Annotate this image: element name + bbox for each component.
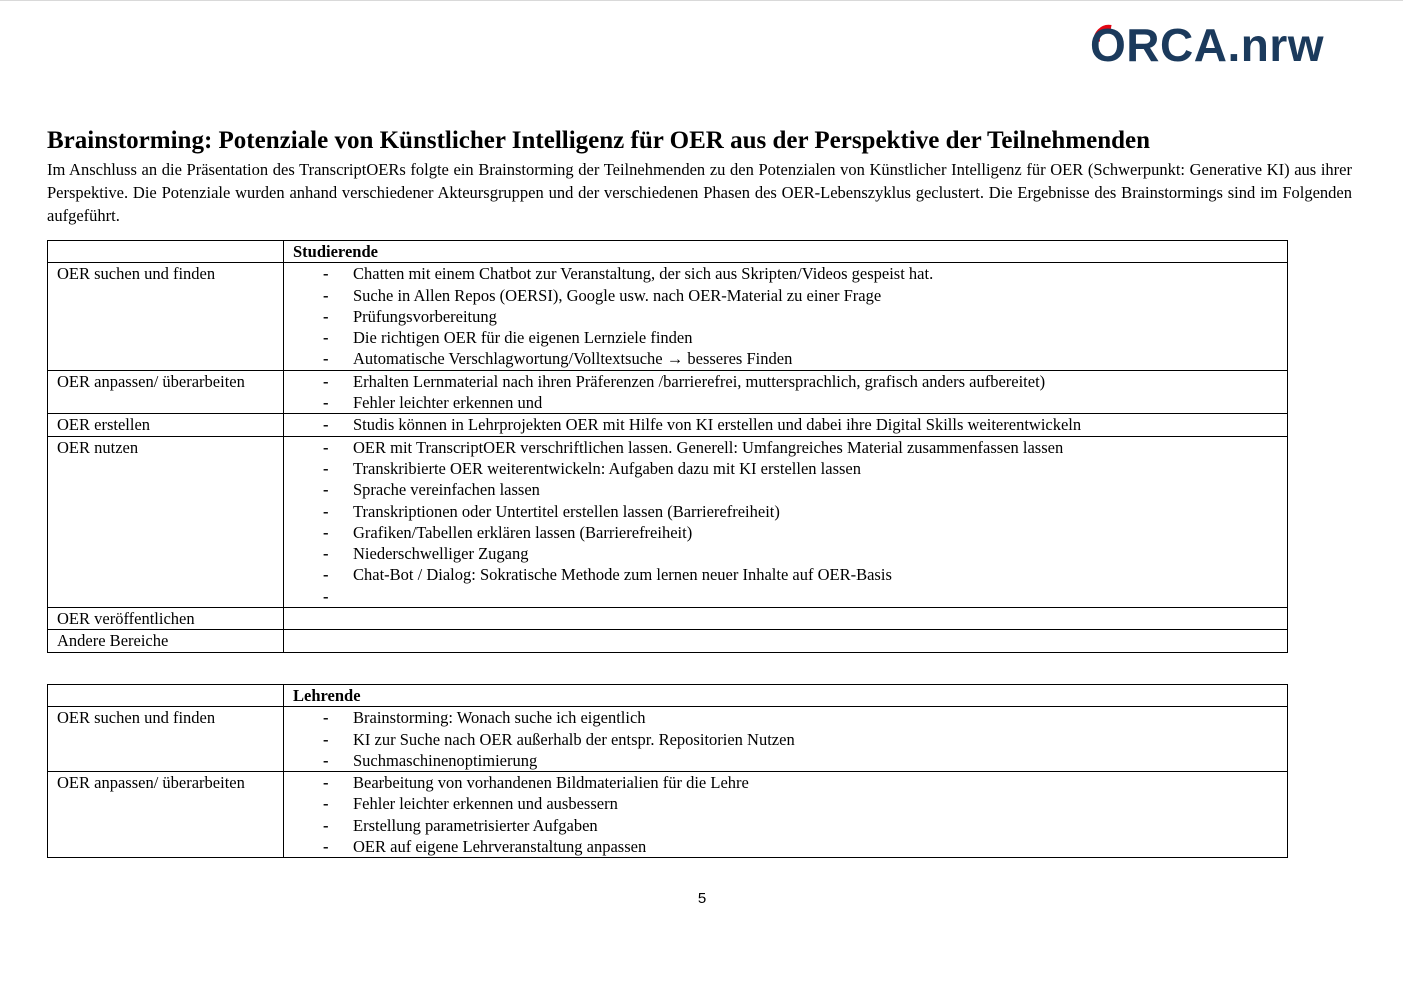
page-top-rule: [0, 0, 1403, 1]
table-row: [48, 707, 1288, 772]
row-content-cell: [284, 630, 1288, 652]
row-content-cell: [284, 370, 1288, 414]
row-content-cell: [284, 772, 1288, 858]
list-item: - KI zur Suche nach OER außerhalb der entspr. Repositorien Nutzen: [293, 729, 1287, 750]
list-item: - OER auf eigene Lehrveranstaltung anpassen: [293, 836, 1287, 857]
row-label-cell: [48, 414, 284, 436]
list-item: - Fehler leichter erkennen und ausbessern: [293, 793, 1287, 814]
bullet-list: [293, 707, 1287, 771]
row-label-cell: [48, 772, 284, 858]
list-item: - Chatten mit einem Chatbot zur Veranstaltung, der sich aus Skripten/Videos gespeist hat.: [293, 263, 1287, 284]
page-title: Brainstorming: Potenziale von Künstlicher Intelligenz für OER aus der Perspektive der Teilnehmenden: [47, 127, 1151, 154]
row-label: OER suchen und finden: [57, 264, 216, 284]
list-item: - Niederschwelliger Zugang: [293, 543, 1287, 564]
table-header-lehrende: Lehrende: [293, 686, 361, 705]
bullet-list: [293, 414, 1287, 435]
list-item: - Erstellung parametrisierter Aufgaben: [293, 815, 1287, 836]
list-item: - Chat-Bot / Dialog: Sokratische Methode zum lernen neuer Inhalte auf OER-Basis: [293, 564, 1287, 585]
teachers-table: [47, 684, 1288, 858]
page-number: 5: [697, 890, 707, 907]
list-item: - Erhalten Lernmaterial nach ihren Präferenzen /barrierefrei, muttersprachlich, grafisch anders aufbereitet): [293, 371, 1287, 392]
header-empty-cell: [48, 685, 284, 707]
list-item: - Brainstorming: Wonach suche ich eigentlich: [293, 707, 1287, 728]
list-item: - Bearbeitung von vorhandenen Bildmaterialien für die Lehre: [293, 772, 1287, 793]
row-content-cell: [284, 707, 1288, 772]
row-label-cell: [48, 707, 284, 772]
table-header-studierende: Studierende: [293, 242, 378, 261]
row-label-cell: [48, 608, 284, 630]
list-item: - Die richtigen OER für die eigenen Lernziele finden: [293, 327, 1287, 348]
row-content-cell: [284, 414, 1288, 436]
row-label: OER anpassen/ überarbeiten: [57, 773, 245, 793]
table-row: [48, 414, 1288, 436]
list-item: [293, 586, 1287, 607]
list-item: - Transkriptionen oder Untertitel erstellen lassen (Barrierefreiheit): [293, 501, 1287, 522]
row-label: OER nutzen: [57, 437, 139, 457]
row-label: OER erstellen: [57, 415, 151, 435]
row-label-cell: [48, 630, 284, 652]
row-label-cell: [48, 436, 284, 607]
list-item: - Prüfungsvorbereitung: [293, 306, 1287, 327]
list-item: - Transkribierte OER weiterentwickeln: Aufgaben dazu mit KI erstellen lassen: [293, 458, 1287, 479]
list-item: - Suchmaschinenoptimierung: [293, 750, 1287, 771]
table-row: [48, 263, 1288, 370]
orca-nrw-logo: [1090, 19, 1360, 72]
bullet-list: [293, 772, 1287, 857]
row-label-cell: [48, 370, 284, 414]
header-cell: [284, 241, 1288, 263]
bullet-list: [293, 437, 1287, 607]
list-item: - OER mit TranscriptOER verschriftlichen lassen. Generell: Umfangreiches Material zusammenfassen lassen: [293, 437, 1287, 458]
students-table: [47, 240, 1288, 653]
header-empty-cell: [48, 241, 284, 263]
bullet-list: [293, 263, 1287, 369]
row-label: OER suchen und finden: [57, 708, 216, 728]
row-label-cell: [48, 263, 284, 370]
table-row: [48, 370, 1288, 414]
list-item: - Studis können in Lehrprojekten OER mit Hilfe von KI erstellen und dabei ihre Digital Skills weiterentwickeln: [293, 414, 1287, 435]
table-row: [48, 436, 1288, 607]
list-item: - Suche in Allen Repos (OERSI), Google usw. nach OER-Material zu einer Frage: [293, 285, 1287, 306]
row-content-cell: [284, 436, 1288, 607]
row-label: Andere Bereiche: [57, 631, 169, 651]
list-item: - Grafiken/Tabellen erklären lassen (Barrierefreiheit): [293, 522, 1287, 543]
row-content-cell: [284, 608, 1288, 630]
intro-paragraph: Im Anschluss an die Präsentation des TranscriptOERs folgte ein Brainstorming der Teilnehmenden zu den Potenzialen von Künstlicher Intelligenz für OER (Schwerpunkt: Generative KI) aus ihrer Perspektive. Die Potenziale wurden anhand verschiedener Akteursgruppen und der verschiedenen Phasen des OER-Lebenszyklus geclustert. Die Ergebnisse des Brainstormings sind im Folgenden aufgeführt.: [47, 160, 1352, 225]
logo-text: ORCA.nrw: [1090, 19, 1324, 71]
list-item: - Automatische Verschlagwortung/Volltextsuche → besseres Finden: [293, 348, 1287, 369]
header-cell: [284, 685, 1288, 707]
table-row: [48, 772, 1288, 858]
row-content-cell: [284, 263, 1288, 370]
row-label: OER anpassen/ überarbeiten: [57, 371, 245, 391]
row-label: OER veröffentlichen: [57, 609, 195, 629]
table-header-row: [48, 685, 1288, 707]
list-item: - Fehler leichter erkennen und: [293, 392, 1287, 413]
bullet-list: [293, 371, 1287, 414]
table-row: [48, 630, 1288, 652]
table-row: [48, 608, 1288, 630]
table-header-row: [48, 241, 1288, 263]
list-item: - Sprache vereinfachen lassen: [293, 479, 1287, 500]
